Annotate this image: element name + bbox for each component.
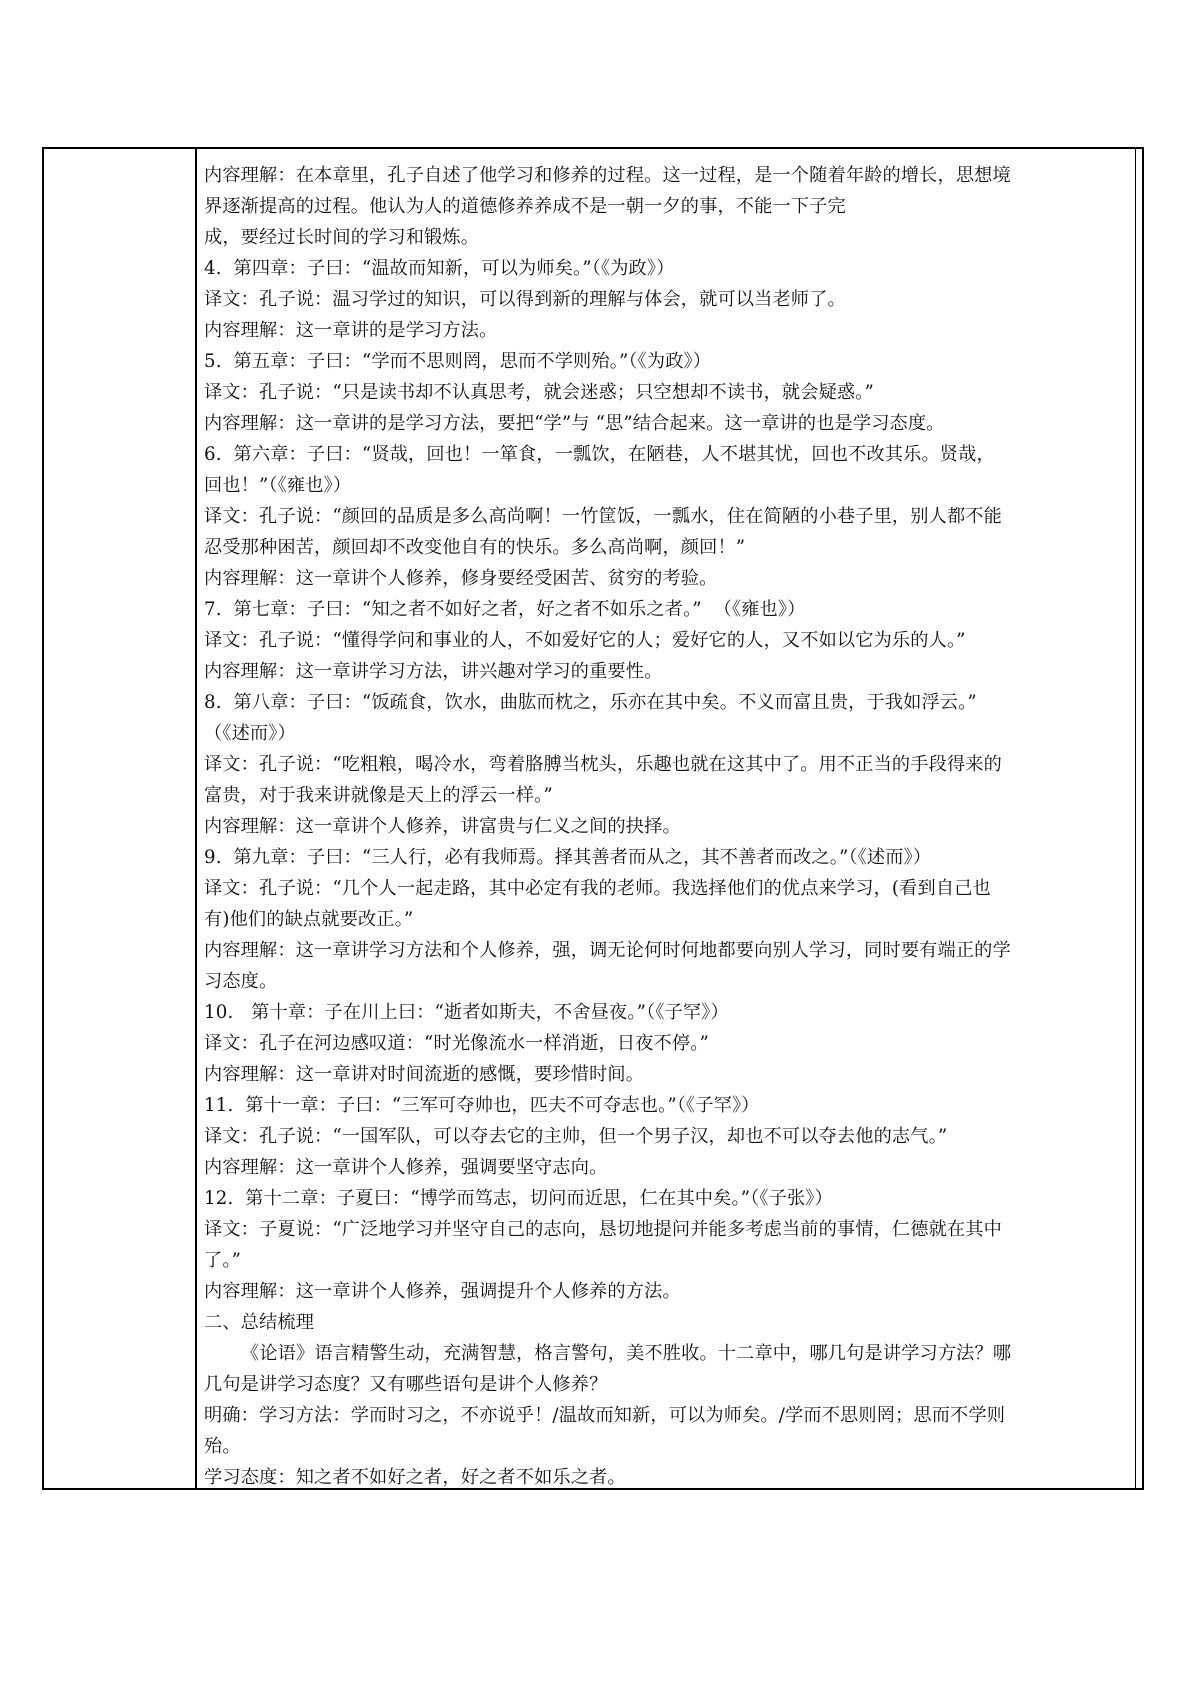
content-table [42,147,1144,1490]
text-line: 译文：孔子说：“一国军队，可以夺去它的主帅，但一个男子汉，却也不可以夺去他的志气。” [204,1126,948,1147]
text-line: 几句是讲学习态度？又有哪些语句是讲个人修养？ [204,1374,608,1395]
chapter-9-heading: 9. 第九章：子曰：“三人行，必有我师焉。择其善者而从之，其不善者而改之。”（《述而》） [204,847,932,868]
text-line: 内容理解：这一章讲个人修养，修身要经受困苦、贫穷的考验。 [204,568,718,589]
text-line: 译文：孔子说：“颜回的品质是多么高尚啊！一竹筐饭，一瓢水，住在简陋的小巷子里，别人都不能 [204,506,1002,527]
text-line: 内容理解：这一章讲学习方法和个人修养，强，调无论何时何地都要向别人学习，同时要有端正的学 [204,940,1011,961]
text-line: 《论语》语言精警生动，充满智慧，格言警句，美不胜收。十二章中，哪几句是讲学习方法？哪 [241,1343,1012,1364]
text-line: 忍受那种困苦，颜回却不改变他自有的快乐。多么高尚啊，颜回！” [204,537,746,558]
text-line: 学习态度：知之者不如好之者，好之者不如乐之者。 [204,1467,626,1488]
chapter-12-heading: 12. 第十二章：子夏曰：“博学而笃志，切问而近思，仁在其中矣。”（《子张》） [204,1188,833,1209]
text-line: 富贵，对于我来讲就像是天上的浮云一样。” [204,785,553,806]
text-line: 译文：孔子说：“懂得学问和事业的人，不如爱好它的人；爱好它的人，又不如以它为乐的人。” [204,630,966,651]
text-line: 习态度。 [204,971,278,992]
text-line: 内容理解：这一章讲学习方法，讲兴趣对学习的重要性。 [204,661,663,682]
text-line: 译文：孔子在河边感叹道：“时光像流水一样消逝，日夜不停。” [204,1033,709,1054]
chapter-10-heading: 10. 第十章：子在川上曰：“逝者如斯夫，不舍昼夜。”（《子罕》） [204,1002,729,1023]
text-line: 译文：孔子说：“只是读书却不认真思考，就会迷惑；只空想却不读书，就会疑惑。” [204,382,874,403]
right-border-line [1135,149,1136,1488]
text-line: 成，要经过长时间的学习和锻炼。 [204,227,480,248]
text-line: 有)他们的缺点就要改正。” [204,909,414,930]
text-line: 内容理解：这一章讲个人修养，讲富贵与仁义之间的抉择。 [204,816,681,837]
text-line: 内容理解：这一章讲对时间流逝的感慨，要珍惜时间。 [204,1064,645,1085]
chapter-4-heading: 4. 第四章：子曰：“温故而知新，可以为师矣。”（《为政》） [204,258,675,279]
text-line: 译文：孔子说：温习学过的知识，可以得到新的理解与体会，就可以当老师了。 [204,289,846,310]
chapter-8-heading: 8. 第八章：子曰：“饭疏食，饮水，曲肱而枕之，乐亦在其中矣。不义而富且贵，于我如浮云。” [204,692,977,713]
lesson-content [204,160,1129,1493]
text-line: 译文：孔子说：“几个人一起走路，其中必定有我的老师。我选择他们的优点来学习，(看到自己也 [204,878,991,899]
text-line: 内容理解：这一章讲的是学习方法。 [204,320,498,341]
text-line: （《述而》） [204,723,296,744]
text-line: 殆。 [204,1436,241,1457]
text-line: 明确：学习方法：学而时习之，不亦说乎！/温故而知新，可以为师矣。/学而不思则罔；思而不学则 [204,1405,1006,1426]
text-line: 内容理解：这一章讲个人修养，强调提升个人修养的方法。 [204,1281,681,1302]
chapter-11-heading: 11. 第十一章：子曰：“三军可夺帅也，匹夫不可夺志也。”（《子罕》） [204,1095,760,1116]
chapter-5-heading: 5. 第五章：子曰：“学而不思则罔，思而不学则殆。”（《为政》） [204,351,712,372]
text-line: 回也！”（《雍也》） [204,475,352,496]
text-line: 内容理解：这一章讲的是学习方法，要把“学”与 “思”结合起来。这一章讲的也是学习态度。 [204,413,945,434]
text-line: 内容理解：这一章讲个人修养，强调要坚守志向。 [204,1157,608,1178]
text-line: 译文：孔子说：“吃粗粮，喝冷水，弯着胳膊当枕头，乐趣也就在这其中了。用不正当的手段得来的 [204,754,1002,775]
text-line: 了。” [204,1250,242,1271]
chapter-6-heading: 6. 第六章：子曰：“贤哉，回也！一箪食，一瓢饮，在陋巷，人不堪其忧，回也不改其乐。贤哉， [204,444,995,465]
chapter-7-heading: 7. 第七章：子曰：“知之者不如好之者，好之者不如乐之者。” （《雍也》） [204,599,806,620]
column-divider [195,149,197,1488]
text-line: 界逐渐提高的过程。他认为人的道德修养养成不是一朝一夕的事，不能一下子完 [204,196,846,217]
text-line: 内容理解：在本章里，孔子自述了他学习和修养的过程。这一过程，是一个随着年龄的增长，思想境 [204,165,1011,186]
section-heading: 二、总结梳理 [204,1312,315,1333]
text-line: 译文：子夏说：“广泛地学习并坚守自己的志向，恳切地提问并能多考虑当前的事情，仁德就在其中 [204,1219,1002,1240]
